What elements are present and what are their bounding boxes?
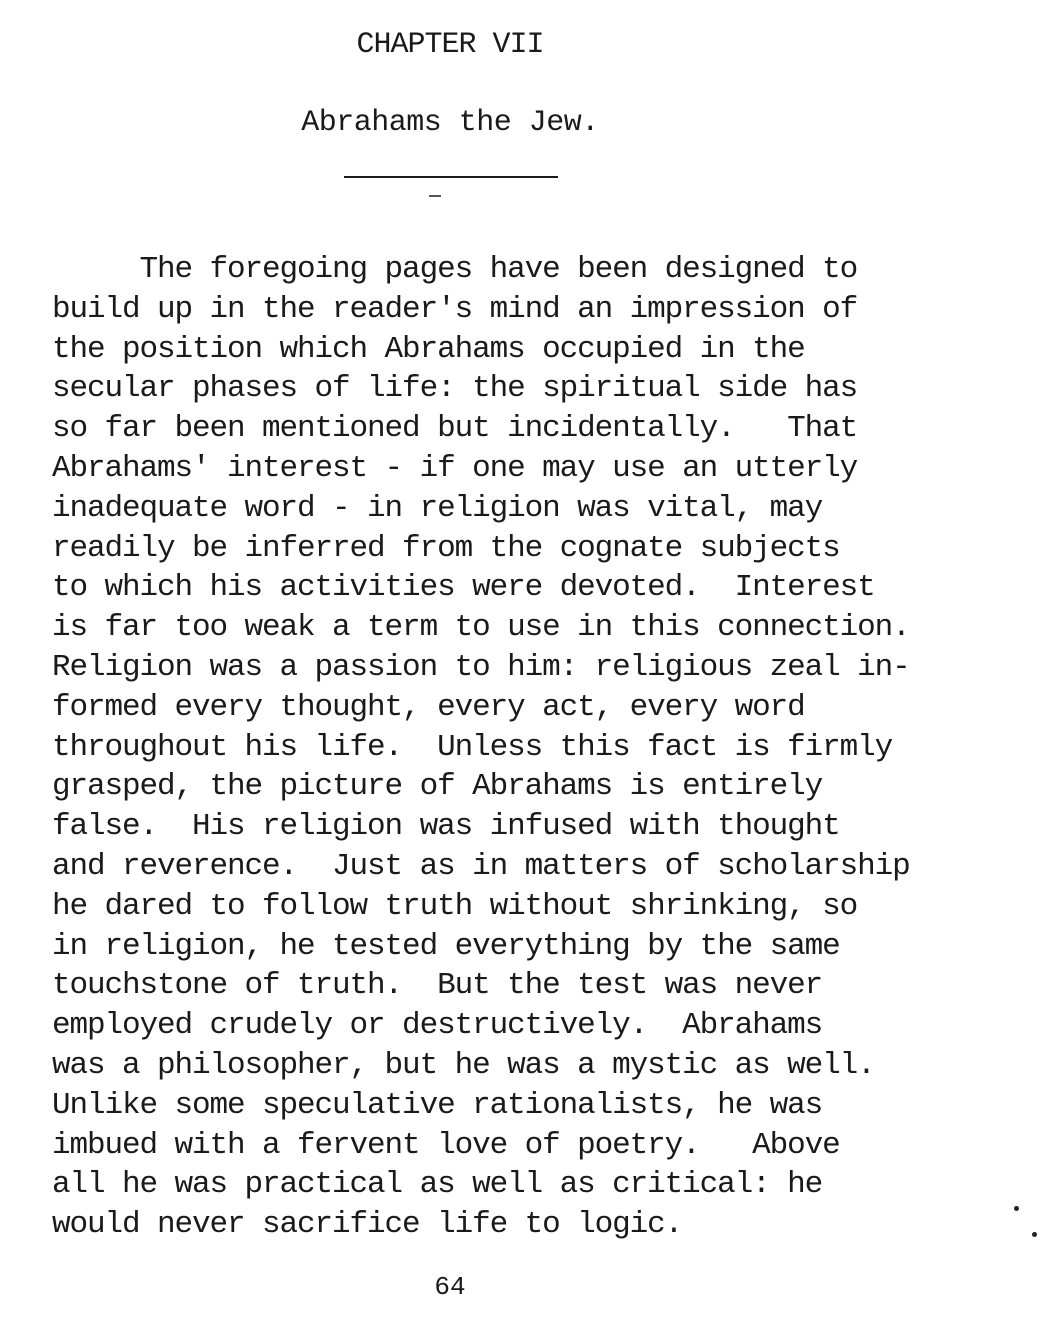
scan-speck	[1032, 1232, 1037, 1237]
paragraph-line: was a philosopher, but he was a mystic as well.	[52, 1047, 875, 1083]
scan-speck	[1014, 1206, 1019, 1211]
paragraph-line: inadequate word - in religion was vital, may	[52, 490, 823, 526]
body-paragraph	[52, 250, 1002, 1245]
paragraph-line: in religion, he tested everything by the same	[52, 928, 840, 964]
paragraph-line: imbued with a fervent love of poetry. Above	[52, 1127, 840, 1163]
paragraph-line: he dared to follow truth without shrinking, so	[52, 888, 858, 924]
paragraph-line: so far been mentioned but incidentally. That	[52, 411, 858, 447]
paragraph-line: false. His religion was infused with thought	[52, 809, 840, 845]
paragraph-line: Unlike some speculative rationalists, he was	[52, 1087, 823, 1123]
paragraph-line: would never sacrifice life to logic.	[52, 1207, 683, 1243]
paragraph-line: employed crudely or destructively. Abrahams	[52, 1008, 823, 1044]
chapter-title: Abrahams the Jew.	[301, 106, 599, 140]
paragraph-line: The foregoing pages have been designed to	[52, 252, 858, 287]
paragraph-line: throughout his life. Unless this fact is firmly	[52, 729, 893, 765]
chapter-heading: CHAPTER VII	[356, 28, 544, 62]
paragraph-line: readily be inferred from the cognate subjects	[52, 530, 840, 566]
paragraph-line: and reverence. Just as in matters of scholarship	[52, 848, 910, 884]
paragraph-line: is far too weak a term to use in this connection.	[52, 610, 910, 646]
paragraph-line: to which his activities were devoted. Interest	[52, 570, 875, 606]
paragraph-line: formed every thought, every act, every word	[52, 689, 805, 725]
title-underline-rule	[344, 176, 558, 178]
paragraph-line: secular phases of life: the spiritual side has	[52, 371, 858, 407]
rule-mark	[429, 195, 441, 197]
paragraph-line: build up in the reader's mind an impression of	[52, 291, 858, 327]
paragraph-line: the position which Abrahams occupied in the	[52, 331, 805, 367]
paragraph-line: all he was practical as well as critical: he	[52, 1167, 823, 1203]
paragraph-line: grasped, the picture of Abrahams is entirely	[52, 769, 823, 805]
paragraph-line: touchstone of truth. But the test was never	[52, 968, 823, 1004]
paragraph-line: Abrahams' interest - if one may use an utterly	[52, 450, 858, 486]
paragraph-line: Religion was a passion to him: religious zeal in-	[52, 649, 910, 685]
page-number: 64	[434, 1272, 466, 1302]
